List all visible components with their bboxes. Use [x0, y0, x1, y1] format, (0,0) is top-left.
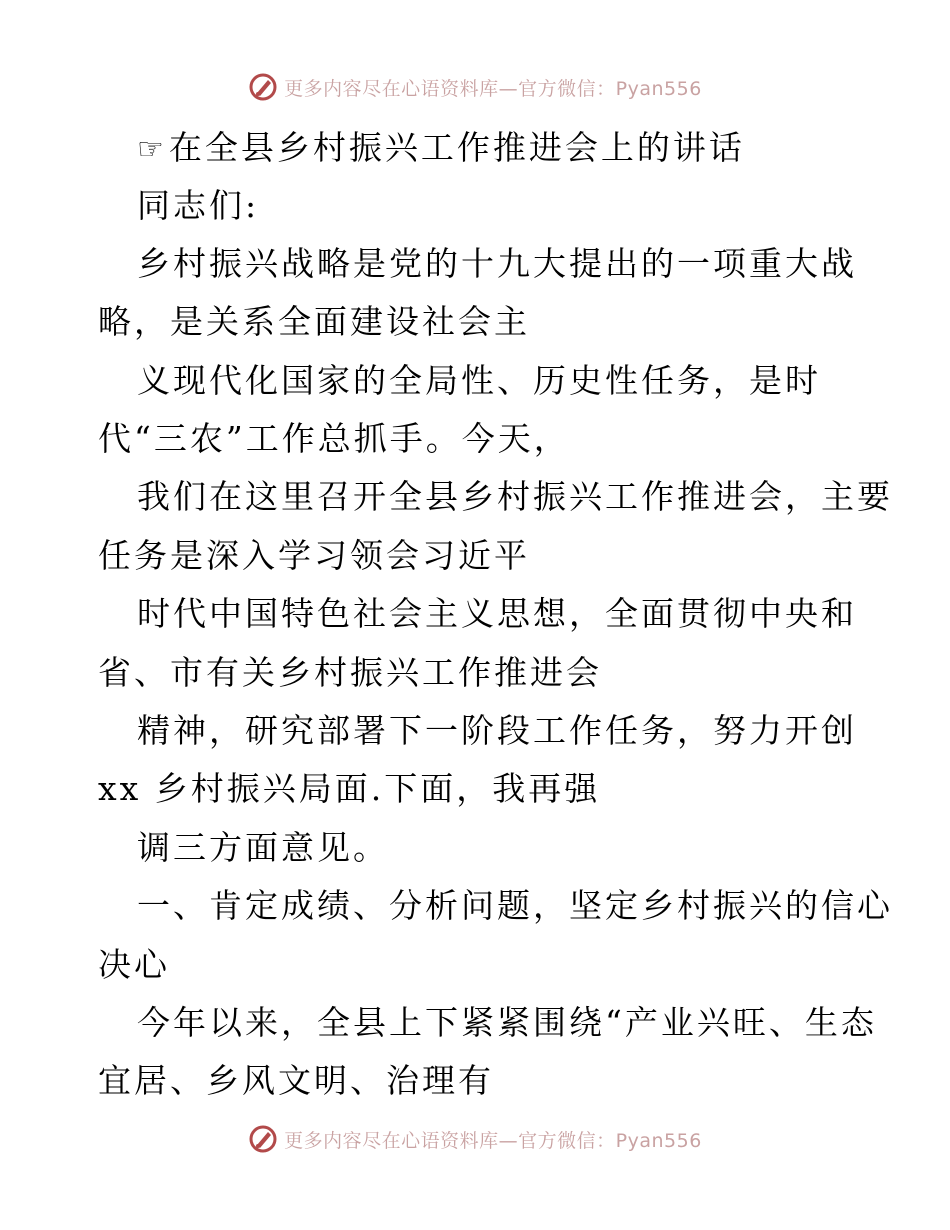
watermark-text: 更多内容尽在心语资料库—官方微信：Pyan556	[284, 1129, 702, 1152]
paragraph-line: 略，是关系全面建设社会主	[98, 302, 530, 341]
salutation: 同志们:	[137, 186, 260, 225]
paragraph-line: 我们在这里召开全县乡村振兴工作推进会，主要	[137, 477, 893, 516]
paragraph-line: 省、市有关乡村振兴工作推进会	[98, 653, 602, 692]
footer-watermark	[0, 1124, 950, 1154]
section-heading: 决心	[98, 945, 170, 984]
pen-seal-icon	[248, 72, 278, 102]
paragraph-line: 时代中国特色社会主义思想，全面贯彻中央和	[137, 594, 857, 633]
document-title	[137, 128, 745, 167]
watermark-text: 更多内容尽在心语资料库—官方微信：Pyan556	[284, 77, 702, 100]
header-watermark	[0, 72, 950, 102]
paragraph-line: 乡村振兴战略是党的十九大提出的一项重大战	[137, 244, 857, 283]
paragraph-line: 义现代化国家的全局性、历史性任务，是时	[137, 361, 821, 400]
paragraph-line: 代“三农”工作总抓手。今天，	[98, 419, 570, 458]
hand-pointer-icon: ☞	[137, 132, 167, 167]
paragraph-line: 任务是深入学习领会习近平	[98, 536, 530, 575]
section-heading: 一、肯定成绩、分析问题，坚定乡村振兴的信心	[137, 886, 893, 925]
paragraph-line: 调三方面意见。	[137, 828, 389, 867]
pen-seal-icon	[248, 1124, 278, 1154]
paragraph-line: 精神，研究部署下一阶段工作任务，努力开创	[137, 711, 857, 750]
paragraph-line: xx 乡村振兴局面.下面，我再强	[98, 769, 601, 808]
paragraph-line: 宜居、乡风文明、治理有	[98, 1061, 494, 1100]
paragraph-line: 今年以来，全县上下紧紧围绕“产业兴旺、生态	[137, 1003, 877, 1042]
title-text: 在全县乡村振兴工作推进会上的讲话	[168, 128, 745, 167]
